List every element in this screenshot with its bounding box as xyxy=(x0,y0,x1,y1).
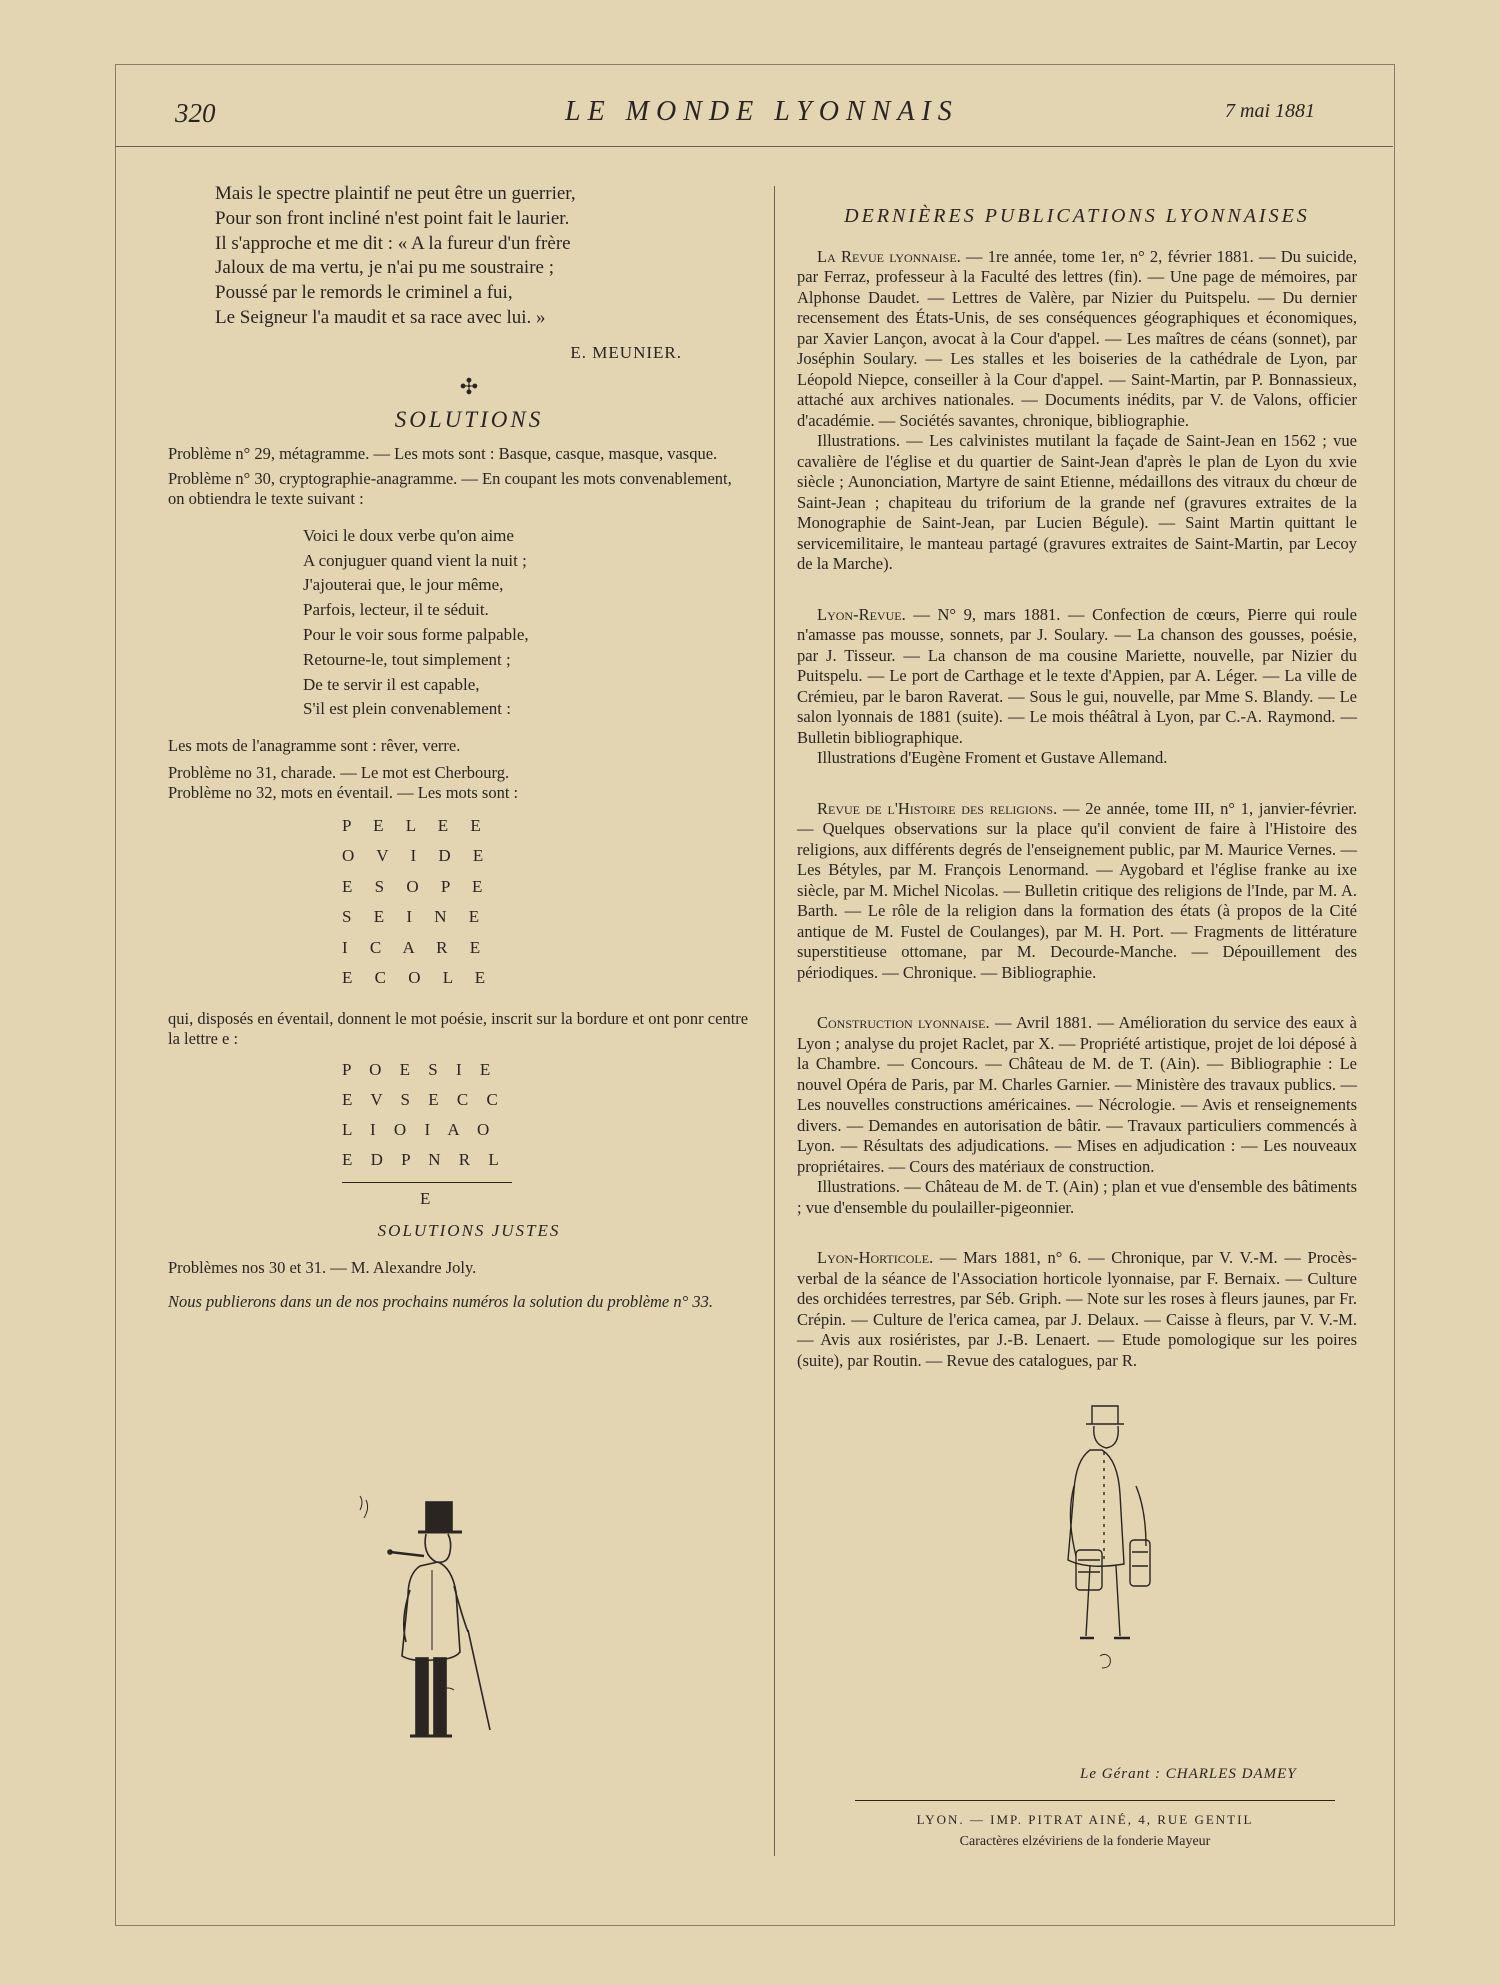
publication-name: Construction lyonnaise. xyxy=(817,1013,990,1032)
publication-name: Lyon-Horticole. xyxy=(817,1248,934,1267)
problem-29: Problème n° 29, métagramme. — Les mots sont : Basque, casque, masque, vasque. xyxy=(168,444,718,464)
publication-name: Lyon-Revue. xyxy=(817,604,906,624)
fan-words xyxy=(342,816,750,999)
journal-title: LE MONDE LYONNAIS xyxy=(565,96,959,127)
publication-entry xyxy=(797,247,1357,575)
gentleman-illustration xyxy=(350,1490,500,1780)
publication-entry xyxy=(797,1013,1357,1218)
page-header xyxy=(175,92,1395,132)
fan-grid-row: L I O I A O xyxy=(342,1119,490,1139)
anagram-line: De te servir il est capable, xyxy=(303,674,480,694)
gerant: Le Gérant : CHARLES DAMEY xyxy=(1080,1766,1297,1782)
fan-text: qui, disposés en éventail, donnent le mot poésie, inscrit sur la bordure et ont ponr centre la lettre e : xyxy=(168,1008,749,1049)
problem-32: Problème no 32, mots en éventail. — Les mots sont : xyxy=(168,783,519,803)
fan-word: P E L E E xyxy=(342,815,483,835)
anagram-line: S'il est plein convenablement : xyxy=(303,699,511,719)
poem-line: Pour son front incliné n'est point fait le laurier. xyxy=(215,207,570,229)
poem-author: E. MEUNIER. xyxy=(570,342,682,362)
imprint: LYON. — IMP. PITRAT AINÉ, 4, RUE GENTIL xyxy=(916,1812,1254,1827)
left-column xyxy=(168,182,750,1313)
issue-date: 7 mai 1881 xyxy=(1225,100,1315,122)
fan-word: E S O P E xyxy=(342,876,485,896)
fan-grid-row: E V S E C C xyxy=(342,1089,498,1109)
publication-contents: — Avril 1881. — Amélioration du service des eaux à Lyon ; analyse du projet Raclet, par X. — Propriété artistique, projet de loi déposé à la Chambre. — Concours. — Château de M. de T. (Ain). — Bibliographie : Le nouvel Opéra de Paris, par M. Charles Garnier. — Ministère des travaux publics. — Les nouvelles constructions américaines. — Nécrologie. — Avis et renseignements divers. — Demandes en autorisation de bâtir. — Travaux particuliers commencés à Lyon. — Résultats des adjudications. — Mises en adjudication : — Les nouveaux propriétaires. — Cours des matériaux de construction. xyxy=(797,1013,1358,1176)
fan-word: O V I D E xyxy=(342,846,486,866)
imprint-rule xyxy=(855,1800,1335,1801)
publication-illustrations: Illustrations. — Les calvinistes mutilant la façade de Saint-Jean en 1562 ; vue cavalière de l'église et du quartier de Saint-Jean d'après le plan de Lyon du xvie siècle ; Aunonciation, Martyre de saint Etienne, médaillons des vitraux du chœur de Saint-Jean ; chapiteau du triforium de la grande nef (gravures extraites de la Monographie de Saint-Jean, par Lucien Bégule). — Saint Martin quittant le servicemilitaire, le manteau partagé (gravures extraites de Saint-Martin, par Lecoy de la Marche). xyxy=(797,431,1357,573)
page-number: 320 xyxy=(175,98,216,128)
fan-grid xyxy=(342,1060,750,1210)
publication-name: Revue de l'Histoire des religions. xyxy=(817,798,1058,818)
poem-line: Poussé par le remords le criminel a fui, xyxy=(215,282,513,304)
anagram-line: Pour le voir sous forme palpable, xyxy=(303,624,529,644)
anagram-line: A conjuguer quand vient la nuit ; xyxy=(303,550,527,570)
publication-name: La Revue lyonnaise. xyxy=(817,246,961,266)
publications-title: DERNIÈRES PUBLICATIONS LYONNAISES xyxy=(844,205,1310,227)
anagram-text xyxy=(303,524,750,722)
anagram-line: Parfois, lecteur, il te séduit. xyxy=(303,600,489,620)
problem-31: Problème no 31, charade. — Le mot est Cherbourg. xyxy=(168,762,510,782)
publication-illustrations: Illustrations d'Eugène Froment et Gustave Allemand. xyxy=(817,748,1168,767)
poem-line: Jaloux de ma vertu, je n'ai pu me soustraire ; xyxy=(215,257,554,279)
fan-word: S E I N E xyxy=(342,907,482,927)
fan-grid-rule xyxy=(342,1182,512,1183)
anagram-line: J'ajouterai que, le jour même, xyxy=(303,575,504,595)
solutions-justes: Problèmes nos 30 et 31. — M. Alexandre Joly. xyxy=(168,1257,477,1277)
vendor-illustration xyxy=(1050,1390,1170,1690)
right-column xyxy=(797,206,1357,1401)
anagram-words: Les mots de l'anagramme sont : rêver, verre. xyxy=(168,736,461,756)
fonderie: Caractères elzéviriens de la fonderie Mayeur xyxy=(959,1834,1211,1849)
fan-word: E C O L E xyxy=(342,968,488,988)
anagram-line: Voici le doux verbe qu'on aime xyxy=(303,525,514,545)
fan-center: E xyxy=(420,1188,431,1208)
publication-entry xyxy=(797,799,1357,984)
solutions-justes-title: SOLUTIONS JUSTES xyxy=(377,1221,561,1241)
ornament-icon: ✣ xyxy=(459,374,479,400)
publication-contents: — N° 9, mars 1881. — Confection de cœurs, Pierre qui roule n'amasse pas mousse, sonnets, par J. Soulary. — La chanson des gousses, poésie, par J. Tisseur. — La chanson de ma cousine Mariette, nouvelle, par Nizier du Puitspelu. — Le port de Carthage et le texte d'Appien, par A. Léger. — La ville de Crémieu, par le baron Raverat. — Sous le gui, nouvelle, par Mme S. Blandy. — Le salon lyonnais de 1881 (suite). — Le mois théâtral à Lyon, par C.-A. Raymond. — Bulletin bibliographique. xyxy=(797,604,1358,747)
problem-30: Problème n° 30, cryptographie-anagramme. — En coupant les mots convenablement, on obtiendra le texte suivant : xyxy=(168,468,732,509)
fan-grid-row: E D P N R L xyxy=(342,1149,499,1169)
poem-line: Le Seigneur l'a maudit et sa race avec lui. » xyxy=(215,306,546,328)
publication-illustrations: Illustrations. — Château de M. de T. (Ain) ; plan et vue d'ensemble des bâtiments ; vue d'ensemble du poulailler-pigeonnier. xyxy=(797,1177,1357,1217)
solutions-title: SOLUTIONS xyxy=(394,406,544,432)
next-solution-note: Nous publierons dans un de nos prochains numéros la solution du problème n° 33. xyxy=(168,1292,713,1312)
poem-line: Mais le spectre plaintif ne peut être un guerrier, xyxy=(215,183,576,204)
column-divider xyxy=(774,186,775,1856)
publication-contents: — 2e année, tome III, n° 1, janvier-février. — Quelques observations sur la place qu'il convient de faire à l'Histoire des religions, aux différents degrés de l'enseignement public, par M. Maurice Vernes. — Les Bétyles, par M. François Lenormand. — Aygobard et l'église franke au ixe siècle, par M. Michel Nicolas. — Bulletin critique des religions de l'Inde, par M. A. Barth. — Le rôle de la religion dans la formation des états (à propos de la Cité antique de M. Fustel de Coulanges), par M. H. Port. — Fragments de littérature superstitieuse ottomane, par M. Decourde-Manche. — Dépouillement des périodiques. — Chronique. — Bibliographie. xyxy=(797,798,1358,982)
anagram-line: Retourne-le, tout simplement ; xyxy=(303,649,511,669)
fan-word: I C A R E xyxy=(342,937,483,957)
poem-line: Il s'approche et me dit : « A la fureur d'un frère xyxy=(215,232,571,254)
publication-contents: — Mars 1881, n° 6. — Chronique, par V. V.-M. — Procès-verbal de la séance de l'Association horticole lyonnaise, par F. Bernaix. — Culture des orchidées terrestres, par Séb. Griph. — Note sur les roses à fleurs jaunes, par Fr. Crépin. — Culture de l'erica camea, par J. Delaux. — Caisse à fleurs, par V. V.-M. — Avis aux rosiéristes, par J.-B. Lenaert. — Etude pomologique sur les poires (suite), par Routin. — Revue des catalogues, par R. xyxy=(797,1248,1357,1370)
publication-entry xyxy=(797,605,1357,769)
publication-entry xyxy=(797,1248,1357,1371)
header-rule xyxy=(115,146,1393,147)
fan-grid-row: P O E S I E xyxy=(342,1059,491,1079)
poem xyxy=(215,182,750,331)
publication-contents: — 1re année, tome 1er, n° 2, février 1881. — Du suicide, par Ferraz, professeur à la Faculté des lettres (fin). — Une page de mémoires, par Alphonse Daudet. — Lettres de Valère, par Nizier du Puitspelu. — Du dernier recensement des États-Unis, de ses conséquences géographiques et économiques, par Xavier Lançon, avocat à la Cour d'appel. — Les maîtres de céans (sonnet), par Joséphin Soulary. — Les stalles et les boiseries de la cathédrale de Lyon, par Léopold Niepce, conseiller à la Cour d'appel. — Saint-Martin, par P. Bonnassieux, attaché aux archives nationales. — Documents inédits, par V. de Valons, officier d'académie. — Sociétés savantes, chronique, bibliographie. xyxy=(797,246,1358,430)
